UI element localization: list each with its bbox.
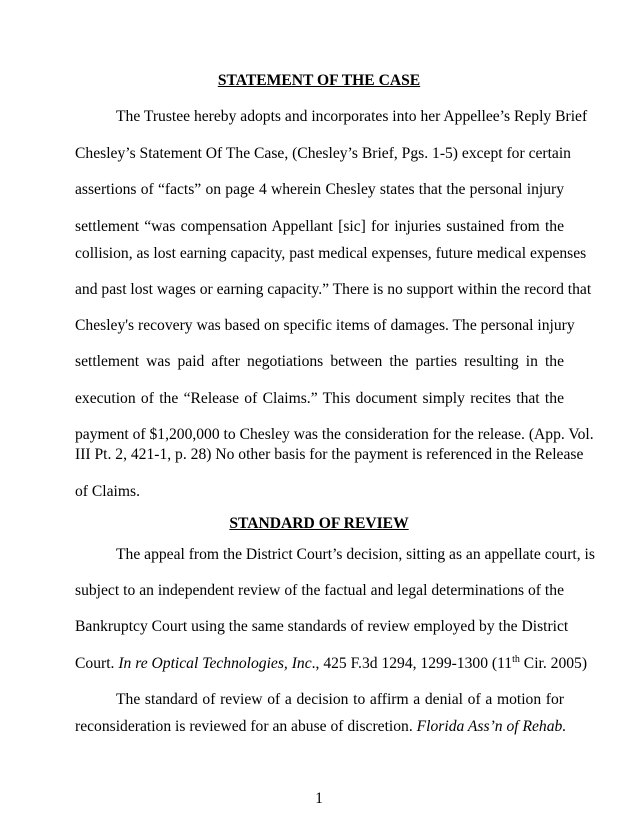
paragraph-line: The Trustee hereby adopts and incorporates into her Appellee’s Reply Brief	[116, 108, 588, 125]
ordinal-superscript: th	[512, 654, 520, 665]
paragraph-line: settlement “was compensation Appellant [sic] for injuries sustained from the	[75, 218, 564, 235]
paragraph-line: payment of $1,200,000 to Chesley was the consideration for the release. (App. Vol.	[75, 426, 594, 443]
paragraph-line: The appeal from the District Court’s decision, sitting as an appellate court, is	[116, 546, 595, 563]
paragraph-line: collision, as lost earning capacity, past medical expenses, future medical expenses	[75, 245, 587, 262]
paragraph-line: Chesley's recovery was based on specific items of damages. The personal injury	[75, 317, 575, 334]
case-name-italic: In re Optical Technologies, Inc	[118, 655, 312, 672]
citation-line	[75, 654, 588, 674]
paragraph-line: of Claims.	[75, 483, 140, 500]
last-line-prefix: reconsideration is reviewed for an abuse of discretion.	[75, 718, 417, 735]
paragraph-line-last	[75, 717, 567, 737]
citation-suffix: Cir. 2005)	[519, 655, 588, 672]
paragraph-line: Chesley’s Statement Of The Case, (Chesley’s Brief, Pgs. 1-5) except for certain	[75, 145, 571, 162]
citation-prefix: Court.	[75, 655, 119, 672]
paragraph-line: settlement was paid after negotiations between the parties resulting in the	[75, 353, 564, 370]
case-name-italic: Florida Ass’n of Rehab.	[416, 718, 567, 735]
paragraph-line: subject to an independent review of the factual and legal determinations of the	[75, 582, 564, 599]
paragraph-line: assertions of “facts” on page 4 wherein Chesley states that the personal injury	[75, 181, 564, 198]
paragraph-line: The standard of review of a decision to affirm a denial of a motion for	[116, 691, 564, 708]
paragraph-line: execution of the “Release of Claims.” This document simply recites that the	[75, 390, 564, 407]
page-number: 1	[315, 790, 323, 807]
paragraph-line: Bankruptcy Court using the same standards of review employed by the District	[75, 618, 569, 635]
statement-heading: STATEMENT OF THE CASE	[217, 72, 421, 89]
review-heading: STANDARD OF REVIEW	[229, 515, 409, 532]
paragraph-line: and past lost wages or earning capacity.” There is no support within the record that	[75, 281, 592, 298]
paragraph-line: III Pt. 2, 421-1, p. 28) No other basis for the payment is referenced in the Release	[75, 446, 584, 463]
citation-mid: ., 425 F.3d 1294, 1299-1300 (11	[311, 655, 513, 672]
